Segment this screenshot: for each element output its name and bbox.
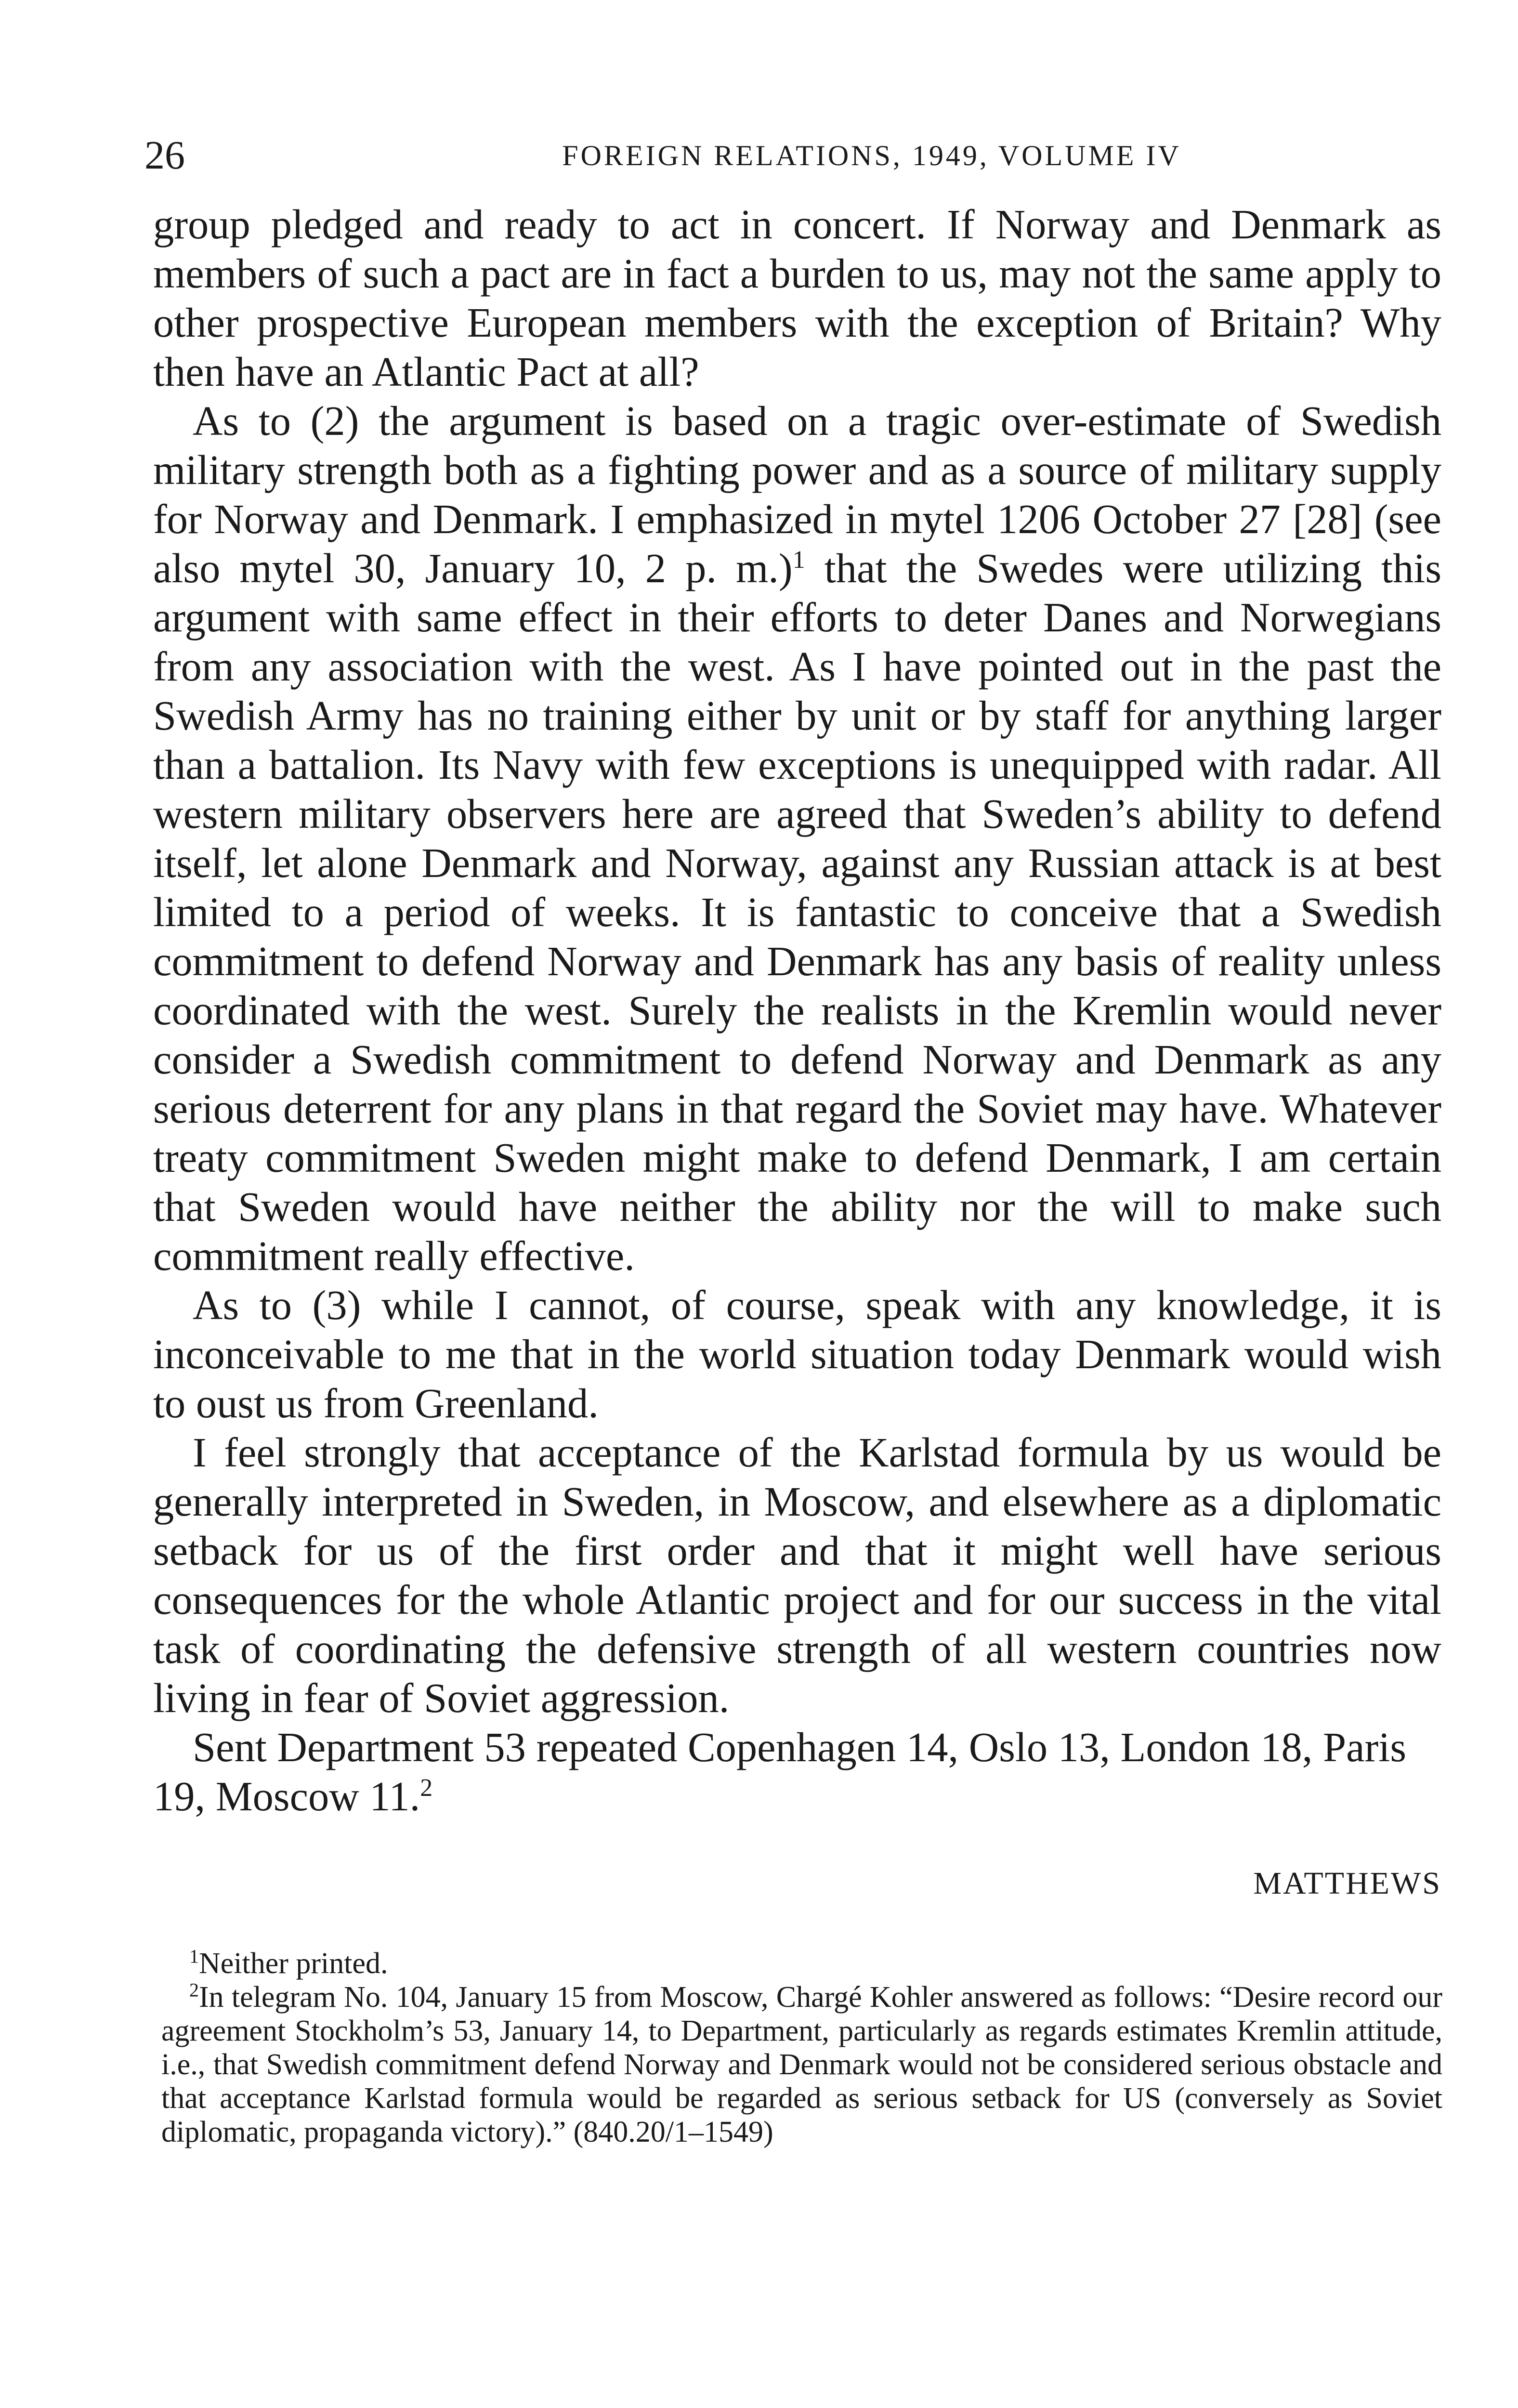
page-header [144,129,1445,182]
paragraph [153,1723,1441,1821]
paragraph-text: that the Swedes were utilizing this argument with same effect in their efforts to deter Danes and Norwegians from any association with the west. As I have pointed out in the past the Swedish Army has no training either by unit or by staff for anything larger than a battalion. Its Navy with few exceptions is unequipped with radar. All western military observers here are agreed that Sweden’s ability to defend itself, let alone Denmark and Norway, against any Russian attack is at best limited to a period of weeks. It is fantastic to conceive that a Swedish commitment to defend Norway and Denmark has any basis of reality unless coordinated with the west. Surely the realists in the Kremlin would never consider a Swedish commitment to defend Norway and Denmark as any serious deterrent for any plans in that regard the Soviet may have. Whatever treaty commitment Sweden might make to defend Denmark, I am certain that Sweden would have neither the ability nor the will to make such commitment really effective. [153,545,1441,1279]
page-number: 26 [144,133,185,178]
paragraph [153,1281,1441,1428]
paragraph-text: I feel strongly that acceptance of the Karlstad formula by us would be generally interpreted in Sweden, in Moscow, and elsewhere as a diplomatic setback for us of the first order and that it might well have serious consequences for the whole Atlantic project and for our success in the vital task of coordinating the defensive strength of all western countries now living in fear of Soviet aggression. [153,1429,1441,1721]
paragraph [153,1428,1441,1723]
footnotes [161,1947,1442,2149]
paragraph [153,396,1441,1281]
paragraph-text: Sent Department 53 repeated Copenhagen 14, Oslo 13, London 18, Paris 19, Moscow 11. [153,1724,1406,1819]
footnote-reference: 2 [420,1774,433,1802]
footnote-text: Neither printed. [199,1947,388,1980]
running-head: FOREIGN RELATIONS, 1949, VOLUME IV [562,140,1181,171]
paragraph [153,200,1441,396]
footnote-text: In telegram No. 104, January 15 from Moscow, Chargé Kohler answered as follows: “Desire record our agreement Stockholm’s 53, January 14, to Department, particularly as regards estimates Kremlin attitude, i.e., that Swedish commitment defend Norway and Denmark would not be considered serious obstacle and that acceptance Karlstad formula would be regarded as serious setback for US (conversely as Soviet diplomatic, propaganda victory).” (840.20/1–1549) [161,1981,1442,2148]
footnote [161,1947,1442,1980]
footnote [161,1980,1442,2149]
paragraph-text: group pledged and ready to act in concert. If Norway and Denmark as members of such a pact are in fact a burden to us, may not the same apply to other prospective European members with the exception of Britain? Why then have an Atlantic Pact at all? [153,201,1441,395]
body-text [153,200,1441,1821]
footnote-reference: 1 [792,546,805,574]
signature: MATTHEWS [1253,1866,1441,1901]
paragraph-text: As to (3) while I cannot, of course, speak with any knowledge, it is inconceivable to me that in the world situation today Denmark would wish to oust us from Greenland. [153,1282,1441,1426]
footnote-marker: 2 [189,1979,199,2001]
paragraph-text: As to (2) the argument is based on a tragic over-estimate of Swedish military strength both as a fighting power and as a source of military supply for Norway and Denmark. I emphasized in mytel 1206 October 27 [28] (see also mytel 30, January 10, 2 p. m.) [153,398,1441,591]
footnote-marker: 1 [189,1945,199,1967]
